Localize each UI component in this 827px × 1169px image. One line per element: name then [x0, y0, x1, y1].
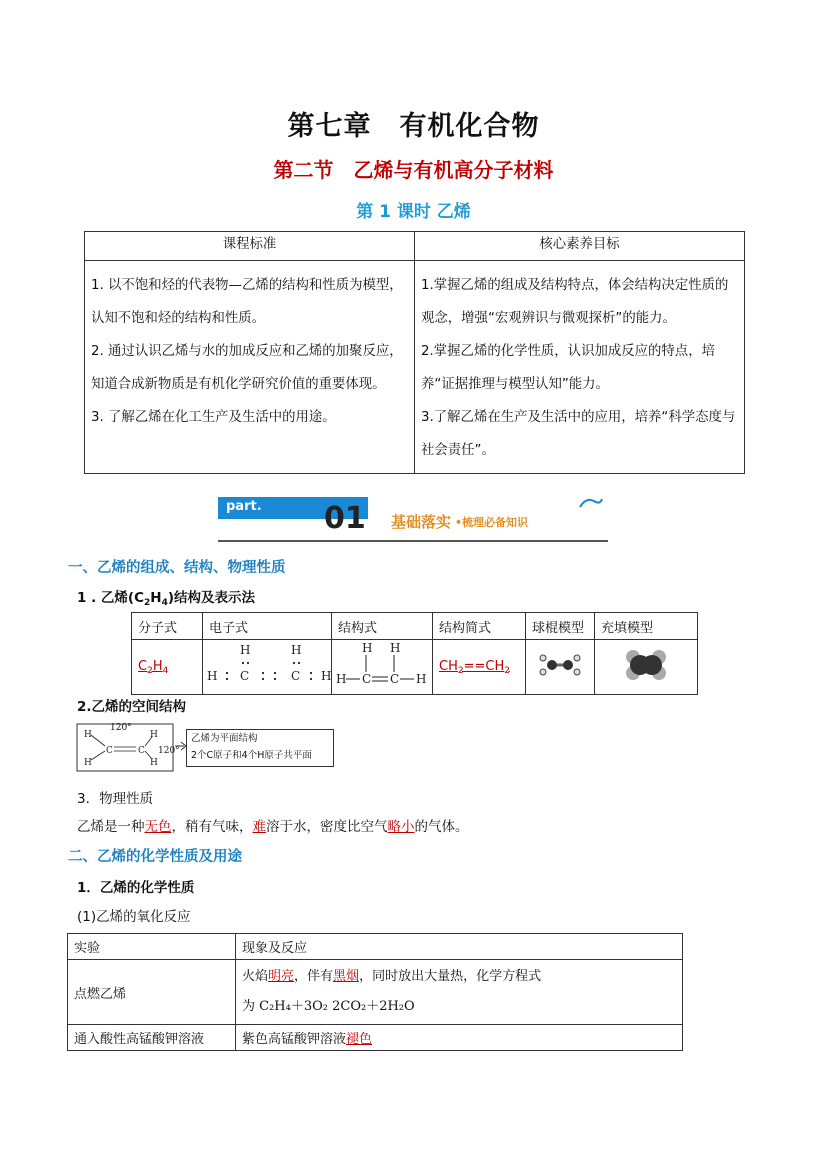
header-space-fill: 充填模型 — [595, 613, 698, 640]
kmno4-phenomenon: 紫色高锰酸钾溶液褪色 — [236, 1025, 683, 1051]
section2-heading: 二、乙烯的化学性质及用途 — [68, 849, 242, 865]
section1-sub3: 3．物理性质 — [77, 791, 154, 807]
oxidation-table — [67, 933, 683, 1051]
svg-text:H: H — [336, 672, 347, 686]
banner-subtitle: •梳理必备知识 — [455, 516, 529, 529]
col-header-goals: 核心素养目标 — [415, 232, 745, 261]
header-ball-stick: 球棍模型 — [526, 613, 595, 640]
row-kmno4: 通入酸性高锰酸钾溶液 — [68, 1025, 236, 1051]
svg-text:H: H — [240, 643, 251, 657]
burn-phenomenon: 火焰明亮，伴有黑烟，同时放出大量热，化学方程式 为 C₂H₄＋3O₂ 2CO₂＋2H₂O — [236, 960, 683, 1025]
svg-text:H: H — [84, 758, 92, 768]
electron-formula-cell — [203, 640, 332, 695]
header-phenomenon: 现象及反应 — [236, 934, 683, 960]
col-header-standard: 课程标准 — [85, 232, 415, 261]
header-experiment: 实验 — [68, 934, 236, 960]
goal-item: 1.掌握乙烯的组成及结构特点，体会结构决定性质的观念，增强“宏观辨识与微观探析”的能力。 — [421, 278, 729, 326]
svg-text:C: C — [390, 672, 400, 686]
svg-text:C: C — [240, 669, 250, 683]
svg-text:C: C — [362, 672, 372, 686]
svg-text:C: C — [291, 669, 301, 683]
structural-formula-cell — [332, 640, 433, 695]
svg-text:H: H — [291, 643, 302, 657]
section-title: 第二节 乙烯与有机高分子材料 — [273, 158, 554, 182]
standard-item: 2. 通过认识乙烯与水的加成反应和乙烯的加聚反应，知道合成新物质是有机化学研究价值的重要体现。 — [91, 344, 403, 392]
ball-stick-model-icon — [535, 650, 585, 680]
condensed-formula: $CH_2==CH_2$ — [433, 640, 526, 695]
goal-item: 3.了解乙烯在生产及生活中的应用，培养“科学态度与社会责任”。 — [421, 410, 736, 458]
banner-part: part. — [226, 499, 262, 514]
angle-label: 120° — [110, 723, 132, 733]
banner-underline — [218, 540, 608, 542]
standards-table — [84, 231, 745, 474]
goal-item: 2.掌握乙烯的化学性质，认识加成反应的特点，培养“证据推理与模型认知”能力。 — [421, 344, 715, 392]
spatial-structure-diagram — [76, 723, 334, 773]
standard-item: 1. 以不饱和烃的代表物—乙烯的结构和性质为模型，认知不饱和烃的结构和性质。 — [91, 278, 403, 326]
svg-text:H: H — [321, 669, 332, 683]
header-electron: 电子式 — [203, 613, 332, 640]
standards-cell — [85, 261, 415, 474]
svg-text:H: H — [207, 669, 218, 683]
ball-stick-cell — [526, 640, 595, 695]
svg-text:C: C — [106, 746, 113, 756]
header-condensed: 结构简式 — [433, 613, 526, 640]
section2-sub1a: (1)乙烯的氧化反应 — [77, 909, 191, 925]
svg-text:C: C — [138, 746, 145, 756]
space-fill-cell — [595, 640, 698, 695]
svg-text:H: H — [416, 672, 427, 686]
goals-cell — [415, 261, 745, 474]
svg-text:H: H — [150, 758, 158, 768]
svg-text:120°: 120° — [158, 746, 180, 756]
physical-properties: 乙烯是一种无色，稍有气味，难溶于水，密度比空气略小的气体。 — [77, 819, 469, 835]
space-fill-model-icon — [621, 647, 671, 683]
part-banner — [218, 493, 613, 545]
banner-number: 01 — [324, 501, 366, 536]
standard-item: 3. 了解乙烯在化工生产及生活中的用途。 — [91, 410, 336, 425]
chapter-title: 第七章 有机化合物 — [287, 111, 540, 142]
header-structural: 结构式 — [332, 613, 433, 640]
lesson-title: 第 1 课时 乙烯 — [356, 202, 471, 222]
section1-sub2: 2.乙烯的空间结构 — [77, 699, 187, 715]
svg-text:H: H — [84, 730, 92, 740]
electron-formula-drawing — [203, 640, 331, 690]
svg-text:H: H — [362, 641, 373, 655]
structural-formula-drawing — [332, 640, 432, 690]
banner-title: 基础落实 — [391, 513, 452, 531]
formula-cell: $C_2H_4$ — [132, 640, 203, 695]
section1-sub1: 1 . 乙烯$(C_2H_4)$结构及表示法 — [77, 590, 256, 608]
structure-table — [131, 612, 698, 695]
header-formula: 分子式 — [132, 613, 203, 640]
section1-heading: 一、乙烯的组成、结构、物理性质 — [68, 560, 286, 576]
svg-text:H: H — [150, 730, 158, 740]
svg-text:H: H — [390, 641, 401, 655]
swirl-icon — [578, 495, 604, 511]
diagram-note-box: 乙烯为平面结构 2个C原子和4个H原子共平面 — [186, 729, 334, 767]
row-burn-ethylene: 点燃乙烯 — [68, 960, 236, 1025]
section2-sub1: 1．乙烯的化学性质 — [77, 880, 195, 896]
